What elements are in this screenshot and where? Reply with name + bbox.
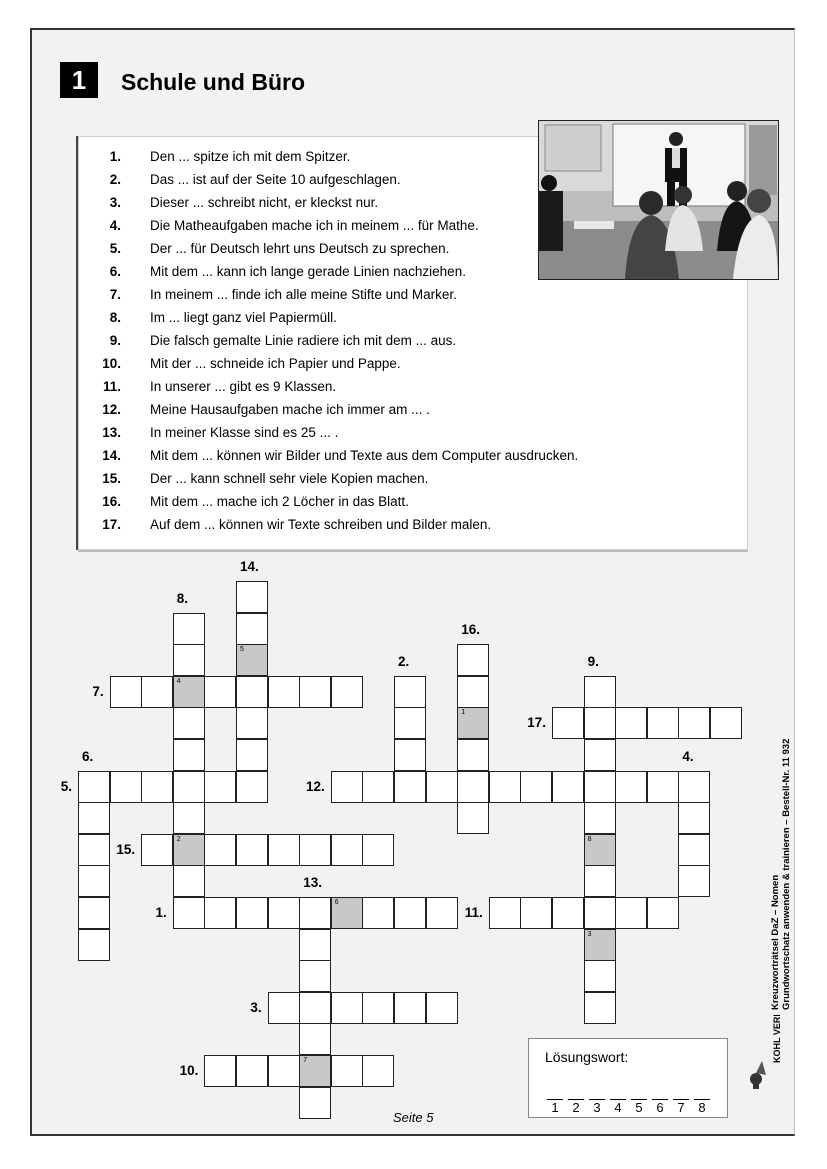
solution-slot[interactable]: 5	[631, 1099, 647, 1115]
crossword-cell[interactable]	[236, 613, 268, 645]
crossword-cell[interactable]	[362, 771, 394, 803]
crossword-cell[interactable]	[299, 992, 331, 1024]
crossword-cell[interactable]	[268, 834, 300, 866]
crossword-cell[interactable]	[520, 897, 552, 929]
clue-number: 11.	[102, 379, 121, 394]
solution-word-box	[528, 1038, 728, 1118]
crossword-cell[interactable]	[78, 834, 110, 866]
crossword-cell[interactable]	[615, 707, 647, 739]
crossword-cell[interactable]	[678, 802, 710, 834]
word-number-label: 7.	[92, 683, 104, 699]
crossword-cell[interactable]	[584, 676, 616, 708]
clue-number: 9.	[109, 333, 121, 348]
clue-number: 16.	[102, 494, 121, 509]
clue-text: Mit dem ... können wir Bilder und Texte aus dem Computer ausdrucken.	[150, 448, 579, 463]
crossword-cell[interactable]	[615, 897, 647, 929]
crossword-cell[interactable]	[584, 960, 616, 992]
side-text-line1: Kreuzworträtsel DaZ – Nomen	[770, 874, 781, 1010]
solution-slot[interactable]: 6	[652, 1099, 668, 1115]
clue-text: Dieser ... schreibt nicht, er kleckst nur.	[150, 195, 379, 210]
word-number-label: 1.	[155, 905, 167, 920]
crossword-cell[interactable]	[552, 897, 584, 929]
clue-text: Meine Hausaufgaben mache ich immer am ... .	[150, 402, 430, 417]
crossword-cell[interactable]	[268, 992, 300, 1024]
clue-text: Der ... für Deutsch lehrt uns Deutsch zu sprechen.	[150, 241, 450, 256]
word-number-label: 17.	[527, 715, 546, 731]
solution-cell[interactable]	[236, 644, 268, 676]
crossword-cell[interactable]	[236, 897, 268, 929]
crossword-cell[interactable]	[236, 676, 268, 708]
word-number-label: 10.	[179, 1063, 199, 1078]
clue-text: Mit dem ... mache ich 2 Löcher in das Blatt.	[150, 494, 409, 509]
clue-text: Auf dem ... können wir Texte schreiben und Bilder malen.	[150, 517, 492, 532]
page-number: Seite 5	[393, 1110, 434, 1125]
crossword-cell[interactable]	[394, 897, 426, 929]
clue-text: Der ... kann schnell sehr viele Kopien machen.	[150, 471, 429, 486]
crossword-cell[interactable]	[236, 739, 268, 771]
crossword-cell[interactable]	[173, 739, 205, 771]
crossword-cell[interactable]	[489, 771, 521, 803]
crossword-cell[interactable]	[173, 613, 205, 645]
crossword-cell[interactable]	[204, 834, 236, 866]
crossword-cell[interactable]	[584, 739, 616, 771]
clue-number: 12.	[102, 402, 121, 417]
crossword-cell[interactable]	[552, 707, 584, 739]
crossword-cell[interactable]	[78, 865, 110, 897]
solution-cell[interactable]	[173, 834, 205, 866]
side-text-line2: Grundwortschatz anwenden & trainieren – Bestell-Nr. 11 932	[781, 738, 792, 1010]
crossword-cell[interactable]	[299, 960, 331, 992]
clue-text: In meiner Klasse sind es 25 ... .	[150, 425, 339, 440]
crossword-cell[interactable]	[236, 581, 268, 613]
crossword-cell[interactable]	[173, 897, 205, 929]
crossword-cell[interactable]	[78, 929, 110, 961]
crossword-cell[interactable]	[584, 992, 616, 1024]
word-number-label: 4.	[682, 748, 694, 764]
crossword-cell[interactable]	[236, 707, 268, 739]
solution-slot[interactable]: 4	[610, 1099, 626, 1115]
solution-cell-number: 2	[176, 835, 181, 843]
word-number-label: 6.	[82, 748, 94, 764]
crossword-cell[interactable]	[236, 834, 268, 866]
crossword-cell[interactable]	[584, 897, 616, 929]
clue-text: Mit der ... schneide ich Papier und Pappe.	[150, 356, 401, 371]
crossword-cell[interactable]	[110, 676, 142, 708]
crossword-cell[interactable]	[457, 802, 489, 834]
clue-number: 10.	[102, 356, 121, 371]
crossword-cell[interactable]	[584, 771, 616, 803]
crossword-cell[interactable]	[362, 992, 394, 1024]
crossword-cell[interactable]	[457, 676, 489, 708]
crossword-cell[interactable]	[236, 1055, 268, 1087]
word-number-label: 3.	[250, 999, 262, 1015]
crossword-cell[interactable]	[678, 834, 710, 866]
clue-text: In meinem ... finde ich alle meine Stifte und Marker.	[150, 287, 457, 302]
word-number-label: 8.	[176, 590, 189, 606]
crossword-cell[interactable]	[457, 644, 489, 676]
clue-number: 4.	[109, 218, 121, 233]
crossword-cell[interactable]	[426, 897, 458, 929]
crossword-cell[interactable]	[299, 1023, 331, 1055]
crossword-cell[interactable]	[394, 676, 426, 708]
side-publisher-text	[770, 712, 792, 1012]
crossword-cell[interactable]	[647, 707, 679, 739]
solution-cell-number: 5	[240, 646, 244, 654]
word-number-label: 16.	[461, 622, 480, 638]
crossword-cell[interactable]	[647, 897, 679, 929]
solution-slot[interactable]: 3	[589, 1099, 605, 1115]
crossword-cell[interactable]	[173, 771, 205, 803]
clue-number: 14.	[102, 448, 121, 463]
crossword-cell[interactable]	[204, 1055, 236, 1087]
crossword-cell[interactable]	[457, 771, 489, 803]
crossword-cell[interactable]	[173, 707, 205, 739]
crossword-cell[interactable]	[299, 834, 331, 866]
crossword-cell[interactable]	[394, 992, 426, 1024]
crossword-cell[interactable]	[78, 802, 110, 834]
clue-number: 3.	[109, 195, 121, 210]
crossword-cell[interactable]	[204, 897, 236, 929]
crossword-cell[interactable]	[678, 771, 710, 803]
clue-text: Mit dem ... kann ich lange gerade Linien nachziehen.	[150, 264, 466, 279]
solution-cell-number: 4	[176, 677, 181, 685]
clue-number: 15.	[102, 471, 121, 486]
crossword-cell[interactable]	[520, 771, 552, 803]
word-number-label: 15.	[116, 841, 136, 857]
crossword-cell[interactable]	[426, 992, 458, 1024]
crossword-cell[interactable]	[584, 707, 616, 739]
clue-number: 2.	[109, 172, 121, 187]
clue-number: 6.	[109, 264, 121, 279]
word-number-label: 14.	[240, 559, 259, 574]
crossword-cell[interactable]	[299, 676, 331, 708]
solution-slot[interactable]: 8	[694, 1099, 710, 1115]
word-number-label: 11.	[464, 905, 483, 920]
clue-text: Die Matheaufgaben mache ich in meinem ... für Mathe.	[150, 218, 479, 233]
crossword-cell[interactable]	[173, 802, 205, 834]
clue-text: Den ... spitze ich mit dem Spitzer.	[150, 149, 351, 164]
logo-text: KOHL VERLAG	[772, 1015, 782, 1063]
crossword-cell[interactable]	[394, 707, 426, 739]
crossword-cell[interactable]	[268, 897, 300, 929]
crossword-cell[interactable]	[331, 676, 363, 708]
solution-cell[interactable]	[299, 1055, 331, 1087]
crossword-cell[interactable]	[647, 771, 679, 803]
clue-number: 7.	[109, 287, 121, 302]
clue-text: Das ... ist auf der Seite 10 aufgeschlagen.	[150, 172, 401, 187]
crossword-cell[interactable]	[78, 771, 110, 803]
crossword-cell[interactable]	[141, 834, 173, 866]
crossword-cell[interactable]	[362, 1055, 394, 1087]
crossword-cell[interactable]	[362, 897, 394, 929]
solution-cell[interactable]	[584, 834, 616, 866]
solution-cell[interactable]	[584, 929, 616, 961]
solution-slot[interactable]: 7	[673, 1099, 689, 1115]
word-number-label: 2.	[398, 653, 410, 669]
crossword-cell[interactable]	[78, 897, 110, 929]
crossword-cell[interactable]	[552, 771, 584, 803]
solution-cell-number: 8	[587, 835, 592, 843]
crossword-cell[interactable]	[204, 771, 236, 803]
solution-cell-number: 7	[303, 1057, 308, 1064]
solution-cell[interactable]	[173, 676, 205, 708]
crossword-cell[interactable]	[110, 771, 142, 803]
crossword-cell[interactable]	[331, 1055, 363, 1087]
crossword-cell[interactable]	[584, 865, 616, 897]
crossword-cell[interactable]	[331, 771, 363, 803]
crossword-cell[interactable]	[331, 834, 363, 866]
crossword-cell[interactable]	[615, 771, 647, 803]
word-number-label: 13.	[303, 875, 322, 890]
clue-number: 13.	[102, 425, 121, 440]
clue-number: 8.	[109, 310, 121, 325]
crossword-cell[interactable]	[173, 865, 205, 897]
clue-text: Im ... liegt ganz viel Papiermüll.	[150, 310, 337, 325]
crossword-cell[interactable]	[489, 897, 521, 929]
crossword-cell[interactable]	[710, 707, 742, 739]
solution-cell-number: 6	[334, 899, 339, 906]
crossword-cell[interactable]	[457, 739, 489, 771]
word-number-label: 5.	[60, 778, 72, 794]
crossword-cell[interactable]	[331, 992, 363, 1024]
solution-slot[interactable]: 2	[568, 1099, 584, 1115]
word-number-label: 9.	[587, 653, 599, 669]
crossword-cell[interactable]	[678, 865, 710, 897]
solution-slot[interactable]: 1	[547, 1099, 563, 1115]
solution-cell[interactable]	[331, 897, 363, 929]
clue-number: 1.	[109, 149, 121, 164]
clue-number: 17.	[102, 517, 121, 532]
crossword-cell[interactable]	[584, 802, 616, 834]
crossword-cell[interactable]	[394, 771, 426, 803]
crossword-cell[interactable]	[268, 676, 300, 708]
classroom-photo	[538, 120, 779, 280]
solution-label: Lösungswort:	[545, 1049, 629, 1065]
crossword-cell[interactable]	[426, 771, 458, 803]
exercise-number: 1	[60, 62, 98, 98]
crossword-cell[interactable]	[299, 897, 331, 929]
solution-cell-number: 3	[587, 930, 592, 938]
crossword-cell[interactable]	[299, 1087, 331, 1119]
crossword-cell[interactable]	[141, 771, 173, 803]
clue-text: Die falsch gemalte Linie radiere ich mit dem ... aus.	[150, 333, 457, 348]
word-number-label: 12.	[306, 778, 325, 794]
crossword-cell[interactable]	[141, 676, 173, 708]
crossword-cell[interactable]	[204, 676, 236, 708]
crossword-cell[interactable]	[236, 771, 268, 803]
crossword-cell[interactable]	[678, 707, 710, 739]
crossword-cell[interactable]	[394, 739, 426, 771]
publisher-logo	[748, 1015, 784, 1090]
clue-number: 5.	[109, 241, 121, 256]
crossword-cell[interactable]	[299, 929, 331, 961]
crossword-cell[interactable]	[362, 834, 394, 866]
crossword-cell[interactable]	[173, 644, 205, 676]
crossword-cell[interactable]	[268, 1055, 300, 1087]
page-title: Schule und Büro	[121, 69, 305, 95]
solution-cell[interactable]	[457, 707, 489, 739]
solution-cell-number: 1	[461, 709, 466, 717]
clue-text: In unserer ... gibt es 9 Klassen.	[150, 379, 337, 394]
